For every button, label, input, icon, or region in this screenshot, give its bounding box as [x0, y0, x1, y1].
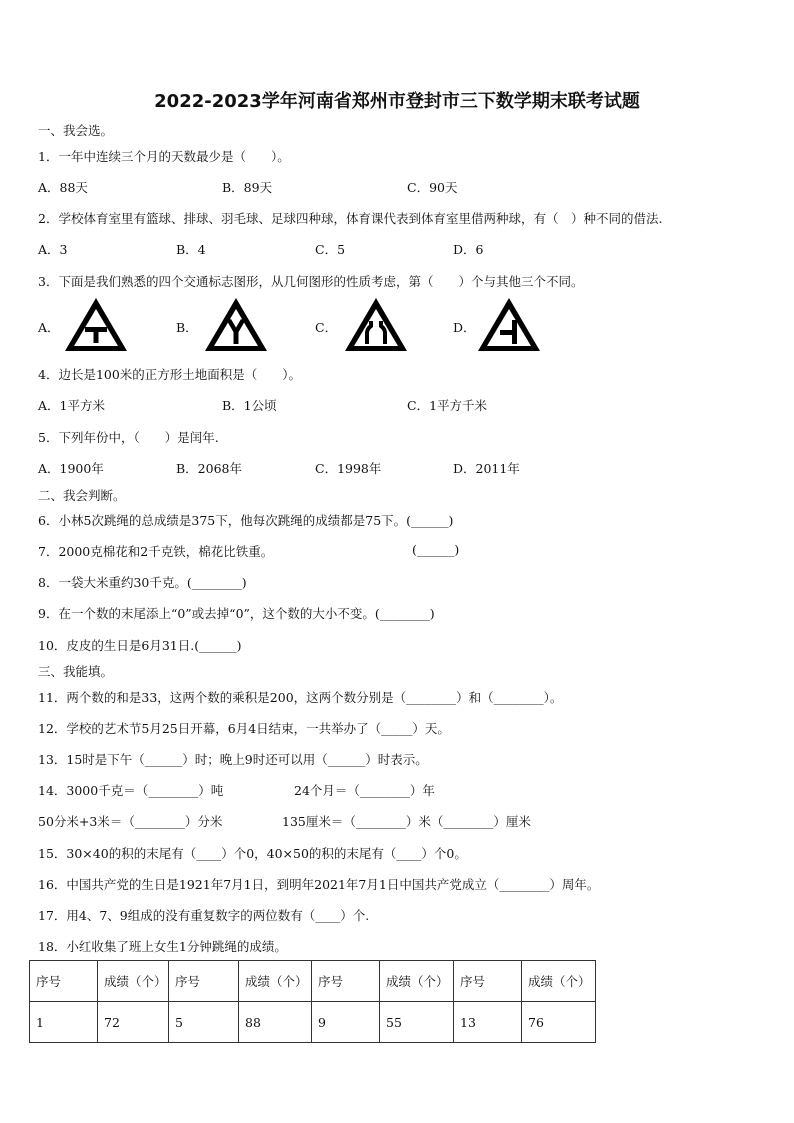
question-7-blank: (______) [412, 542, 460, 557]
page-title: 2022-2023学年河南省郑州市登封市三下数学期末联考试题 [154, 91, 640, 112]
table-header-row [30, 961, 596, 1002]
y-junction-sign-icon [203, 296, 269, 353]
road-narrows-sign-icon [343, 296, 409, 353]
section-heading-choose: 一、我会选。 [38, 123, 114, 138]
table-header-cell: 序号 [454, 961, 522, 1002]
q3-option-a: A． [38, 320, 60, 335]
question-1: 1．一年中连续三个月的天数最少是（ ）。 [38, 149, 290, 164]
question-4: 4．边长是100米的正方形土地面积是（ ）。 [38, 367, 302, 382]
table-header-cell: 成绩（个） [380, 961, 454, 1002]
q5-option-d: D．2011年 [453, 461, 520, 476]
q4-option-b: B．1公顷 [222, 398, 277, 413]
q1-option-c: C．90天 [407, 180, 458, 195]
table-header-cell: 序号 [169, 961, 239, 1002]
question-15: 15．30×40的积的末尾有（____）个0，40×50的积的末尾有（____）个0。 [38, 846, 467, 861]
question-10: 10．皮皮的生日是6月31日.(______) [38, 638, 242, 653]
table-cell: 72 [98, 1002, 169, 1043]
q5-option-c: C．1998年 [315, 461, 382, 476]
table-cell: 13 [454, 1002, 522, 1043]
question-3: 3．下面是我们熟悉的四个交通标志图形，从几何图形的性质考虑，第（ ）个与其他三个不同。 [38, 274, 584, 289]
question-9: 9．在一个数的末尾添上“0”或去掉“0”，这个数的大小不变。(________) [38, 606, 435, 621]
q1-option-b: B．89天 [222, 180, 273, 195]
q2-option-a: A．3 [38, 242, 68, 257]
table-cell: 76 [522, 1002, 596, 1043]
question-16: 16．中国共产党的生日是1921年7月1日，到明年2021年7月1日中国共产党成立（________）周年。 [38, 877, 600, 892]
q2-option-d: D．6 [453, 242, 484, 257]
q3-option-b: B． [176, 320, 198, 335]
table-header-cell: 序号 [30, 961, 98, 1002]
question-17: 17．用4、7、9组成的没有重复数字的两位数有（____）个. [38, 908, 370, 923]
q3-option-c: C． [315, 320, 338, 335]
section-heading-fill: 三、我能填。 [38, 664, 114, 679]
question-18: 18．小红收集了班上女生1分钟跳绳的成绩。 [38, 939, 287, 954]
q2-option-b: B．4 [176, 242, 206, 257]
table-header-cell: 成绩（个） [98, 961, 169, 1002]
question-14-part-1: 14．3000千克＝（________）吨 [38, 783, 224, 798]
q2-option-c: C．5 [315, 242, 346, 257]
question-7: 7．2000克棉花和2千克铁，棉花比铁重。 [38, 544, 274, 559]
q5-option-b: B．2068年 [176, 461, 242, 476]
table-cell: 88 [239, 1002, 312, 1043]
q1-option-a: A．88天 [38, 180, 88, 195]
table-row [30, 1002, 596, 1043]
question-13: 13．15时是下午（______）时；晚上9时还可以用（______）时表示。 [38, 752, 428, 767]
t-junction-sign-icon [63, 296, 129, 353]
table-header-cell: 成绩（个） [239, 961, 312, 1002]
q5-option-a: A．1900年 [38, 461, 104, 476]
question-5: 5．下列年份中，（ ）是闰年. [38, 430, 219, 445]
section-heading-judge: 二、我会判断。 [38, 488, 126, 503]
question-2: 2．学校体育室里有篮球、排球、羽毛球、足球四种球，体育课代表到体育室里借两种球，有（ ）种不同的借法. [38, 211, 663, 226]
table-cell: 9 [312, 1002, 380, 1043]
question-11: 11．两个数的和是33，这两个数的乘积是200，这两个数分别是（________）和（________）。 [38, 690, 563, 705]
question-14-part-3: 50分米+3米＝（________）分米 [38, 814, 223, 829]
table-cell: 5 [169, 1002, 239, 1043]
question-12: 12．学校的艺术节5月25日开幕，6月4日结束，一共举办了（_____）天。 [38, 721, 450, 736]
jump-rope-scores-table [29, 960, 596, 1043]
q4-option-c: C．1平方千米 [407, 398, 488, 413]
question-6: 6．小林5次跳绳的总成绩是375下，他每次跳绳的成绩都是75下。(______) [38, 513, 454, 528]
table-cell: 1 [30, 1002, 98, 1043]
question-14-part-2: 24个月＝（________）年 [294, 783, 435, 798]
table-cell: 55 [380, 1002, 454, 1043]
side-road-sign-icon [476, 296, 542, 353]
table-header-cell: 成绩（个） [522, 961, 596, 1002]
question-14-part-4: 135厘米＝（________）米（________）厘米 [282, 814, 531, 829]
q4-option-a: A．1平方米 [38, 398, 105, 413]
question-8: 8．一袋大米重约30千克。(________) [38, 575, 247, 590]
table-header-cell: 序号 [312, 961, 380, 1002]
q3-option-d: D． [453, 320, 476, 335]
